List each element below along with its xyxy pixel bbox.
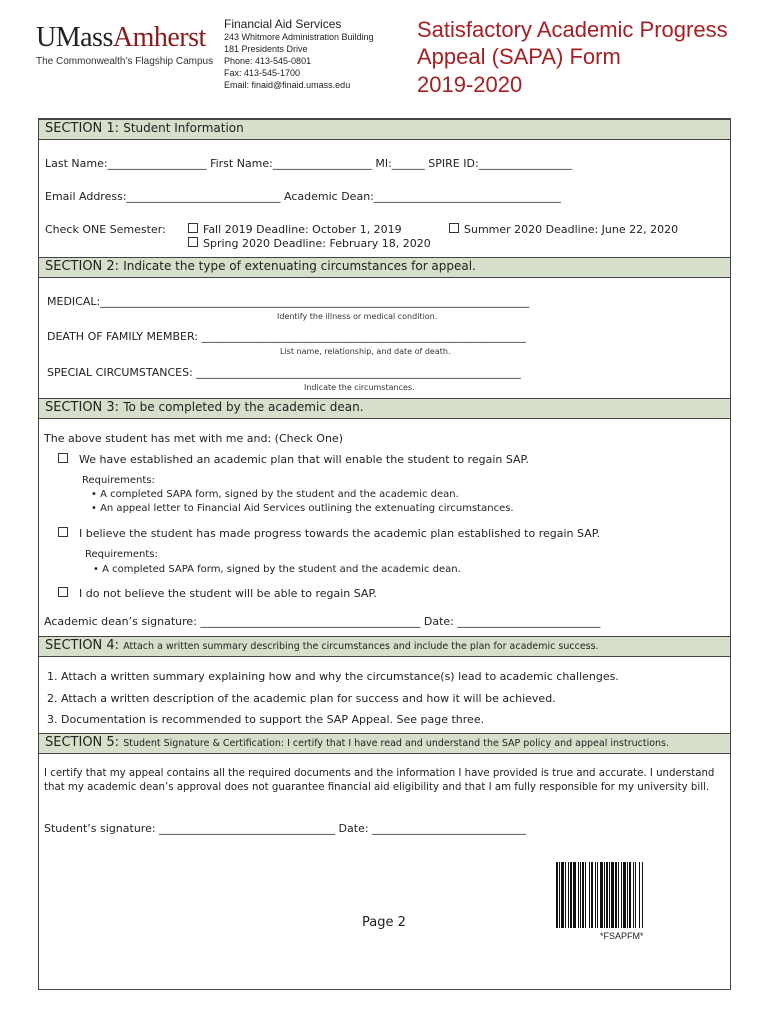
option-label: Fall 2019 Deadline: October 1, 2019 xyxy=(203,223,402,236)
requirement-item: • A completed SAPA form, signed by the student and the academic dean. xyxy=(93,564,461,575)
barcode-bar xyxy=(642,862,643,928)
section-desc: To be completed by the academic dean. xyxy=(123,400,364,414)
section-2-header xyxy=(38,257,731,278)
barcode-bar xyxy=(639,862,640,928)
dean-option-3[interactable] xyxy=(58,587,377,600)
barcode-bar xyxy=(578,862,579,928)
section-1-header xyxy=(38,119,731,140)
phone-line: Phone: 413-545-0801 xyxy=(224,56,312,66)
barcode-bar xyxy=(609,862,610,928)
checkbox[interactable] xyxy=(188,237,198,247)
instruction-item: 1. Attach a written summary explaining how and why the circumstance(s) lead to academic challenges. xyxy=(47,670,619,683)
section-desc: Student Signature & Certification: I certify that I have read and understand the SAP policy and appeal instructions. xyxy=(123,738,670,749)
email-line: Email: finaid@finaid.umass.edu xyxy=(224,80,351,90)
barcode-bar xyxy=(582,862,584,928)
requirement-item: • A completed SAPA form, signed by the student and the academic dean. xyxy=(91,489,459,500)
barcode-bar xyxy=(589,862,590,928)
form-title-year: 2019-2020 xyxy=(417,72,523,97)
semester-label: Check ONE Semester: xyxy=(45,223,166,236)
section-label: SECTION 3: xyxy=(45,400,120,415)
barcode-bar xyxy=(570,862,572,928)
name-fields-row[interactable]: Last Name:__________________ First Name:__________________ MI:______ SPIRE ID:_________________ xyxy=(45,157,573,170)
barcode-bar xyxy=(611,862,614,928)
summer-2020-option[interactable] xyxy=(449,223,678,236)
spring-2020-option[interactable] xyxy=(188,237,431,250)
barcode-bar xyxy=(591,862,593,928)
option-label: Summer 2020 Deadline: June 22, 2020 xyxy=(464,223,679,236)
section-4-header xyxy=(38,636,731,657)
address-line: 243 Whitmore Administration Building xyxy=(224,32,374,42)
fax-line: Fax: 413-545-1700 xyxy=(224,68,301,78)
section-label: SECTION 2: xyxy=(45,259,120,274)
barcode-bar xyxy=(595,862,596,928)
option-label: I believe the student has made progress towards the academic plan established to regain SAP. xyxy=(79,527,601,540)
dean-option-1[interactable] xyxy=(58,453,529,466)
logo-tagline: The Commonwealth’s Flagship Campus xyxy=(36,56,214,67)
barcode-bar xyxy=(585,862,586,928)
dean-intro: The above student has met with me and: (Check One) xyxy=(44,432,343,445)
special-field[interactable]: SPECIAL CIRCUMSTANCES: ___________________________________________________________ xyxy=(47,366,521,379)
instruction-item: 2. Attach a written description of the academic plan for success and how it will be achieved. xyxy=(47,692,556,705)
section-label: SECTION 5: xyxy=(45,735,120,750)
barcode-bar xyxy=(600,862,603,928)
barcode-bar xyxy=(618,862,619,928)
death-hint: List name, relationship, and date of death. xyxy=(280,347,451,356)
office-name: Financial Aid Services xyxy=(224,17,342,31)
barcode xyxy=(556,862,684,928)
barcode-bar xyxy=(633,862,634,928)
logo-umass: UMass xyxy=(36,22,113,53)
logo-amherst: Amherst xyxy=(112,22,206,53)
fall-2019-option[interactable] xyxy=(188,223,402,236)
barcode-bar xyxy=(561,862,564,928)
barcode-bar xyxy=(565,862,566,928)
option-label: We have established an academic plan that will enable the student to regain SAP. xyxy=(79,453,529,466)
instruction-item: 3. Documentation is recommended to support the SAP Appeal. See page three. xyxy=(47,713,485,726)
barcode-bar xyxy=(621,862,622,928)
form-title-line: Satisfactory Academic Progress xyxy=(417,17,728,42)
certification-text: I certify that my appeal contains all the required documents and the information I have provided is true and accurate. I understand xyxy=(44,768,715,779)
student-signature-line[interactable]: Student’s signature: ________________________________ Date: ____________________________ xyxy=(44,822,527,835)
medical-hint: Identify the illness or medical condition. xyxy=(277,312,438,321)
section-desc: Attach a written summary describing the circumstances and include the plan for academic success. xyxy=(123,641,599,652)
medical-field[interactable]: MEDICAL:______________________________________________________________________________ xyxy=(47,295,530,308)
certification-text: that my academic dean’s approval does not guarantee financial aid eligibility and that I am fully responsible for my university bill. xyxy=(44,782,710,793)
section-desc: Student Information xyxy=(123,121,244,135)
section-label: SECTION 4: xyxy=(45,638,120,653)
dean-signature-line[interactable]: Academic dean’s signature: ________________________________________ Date: __________________________ xyxy=(44,615,601,628)
requirement-item: • An appeal letter to Financial Aid Services outlining the extenuating circumstances. xyxy=(91,503,514,514)
section-5-header xyxy=(38,733,731,754)
dean-option-2[interactable] xyxy=(58,527,600,540)
barcode-bar xyxy=(606,862,608,928)
barcode-bar xyxy=(580,862,581,928)
barcode-bar xyxy=(573,862,576,928)
section-label: SECTION 1: xyxy=(45,121,120,136)
barcode-text: *FSAPFM* xyxy=(600,931,644,941)
barcode-bar xyxy=(623,862,626,928)
checkbox[interactable] xyxy=(58,453,68,463)
section-desc: Indicate the type of extenuating circumstances for appeal. xyxy=(123,259,476,273)
email-dean-row[interactable]: Email Address:____________________________ Academic Dean:__________________________________ xyxy=(45,190,561,203)
special-hint: Indicate the circumstances. xyxy=(304,383,415,392)
barcode-bar xyxy=(629,862,631,928)
checkbox[interactable] xyxy=(58,527,68,537)
option-label: I do not believe the student will be able to regain SAP. xyxy=(79,587,377,600)
checkbox[interactable] xyxy=(188,223,198,233)
umass-logo xyxy=(36,22,206,54)
page-number: Page 2 xyxy=(362,915,406,930)
option-label: Spring 2020 Deadline: February 18, 2020 xyxy=(203,237,431,250)
barcode-bar xyxy=(597,862,598,928)
death-field[interactable]: DEATH OF FAMILY MEMBER: ___________________________________________________________ xyxy=(47,330,526,343)
form-title-line: Appeal (SAPA) Form xyxy=(417,44,621,69)
barcode-bar xyxy=(556,862,558,928)
checkbox[interactable] xyxy=(58,587,68,597)
barcode-bar xyxy=(568,862,569,928)
barcode-bar xyxy=(615,862,617,928)
address-line: 181 Presidents Drive xyxy=(224,44,308,54)
barcode-bar xyxy=(559,862,560,928)
requirements-label: Requirements: xyxy=(82,475,155,486)
barcode-bar xyxy=(604,862,605,928)
section-3-header xyxy=(38,398,731,419)
checkbox[interactable] xyxy=(449,223,459,233)
requirements-label: Requirements: xyxy=(85,549,158,560)
barcode-bar xyxy=(627,862,628,928)
barcode-bar xyxy=(635,862,636,928)
